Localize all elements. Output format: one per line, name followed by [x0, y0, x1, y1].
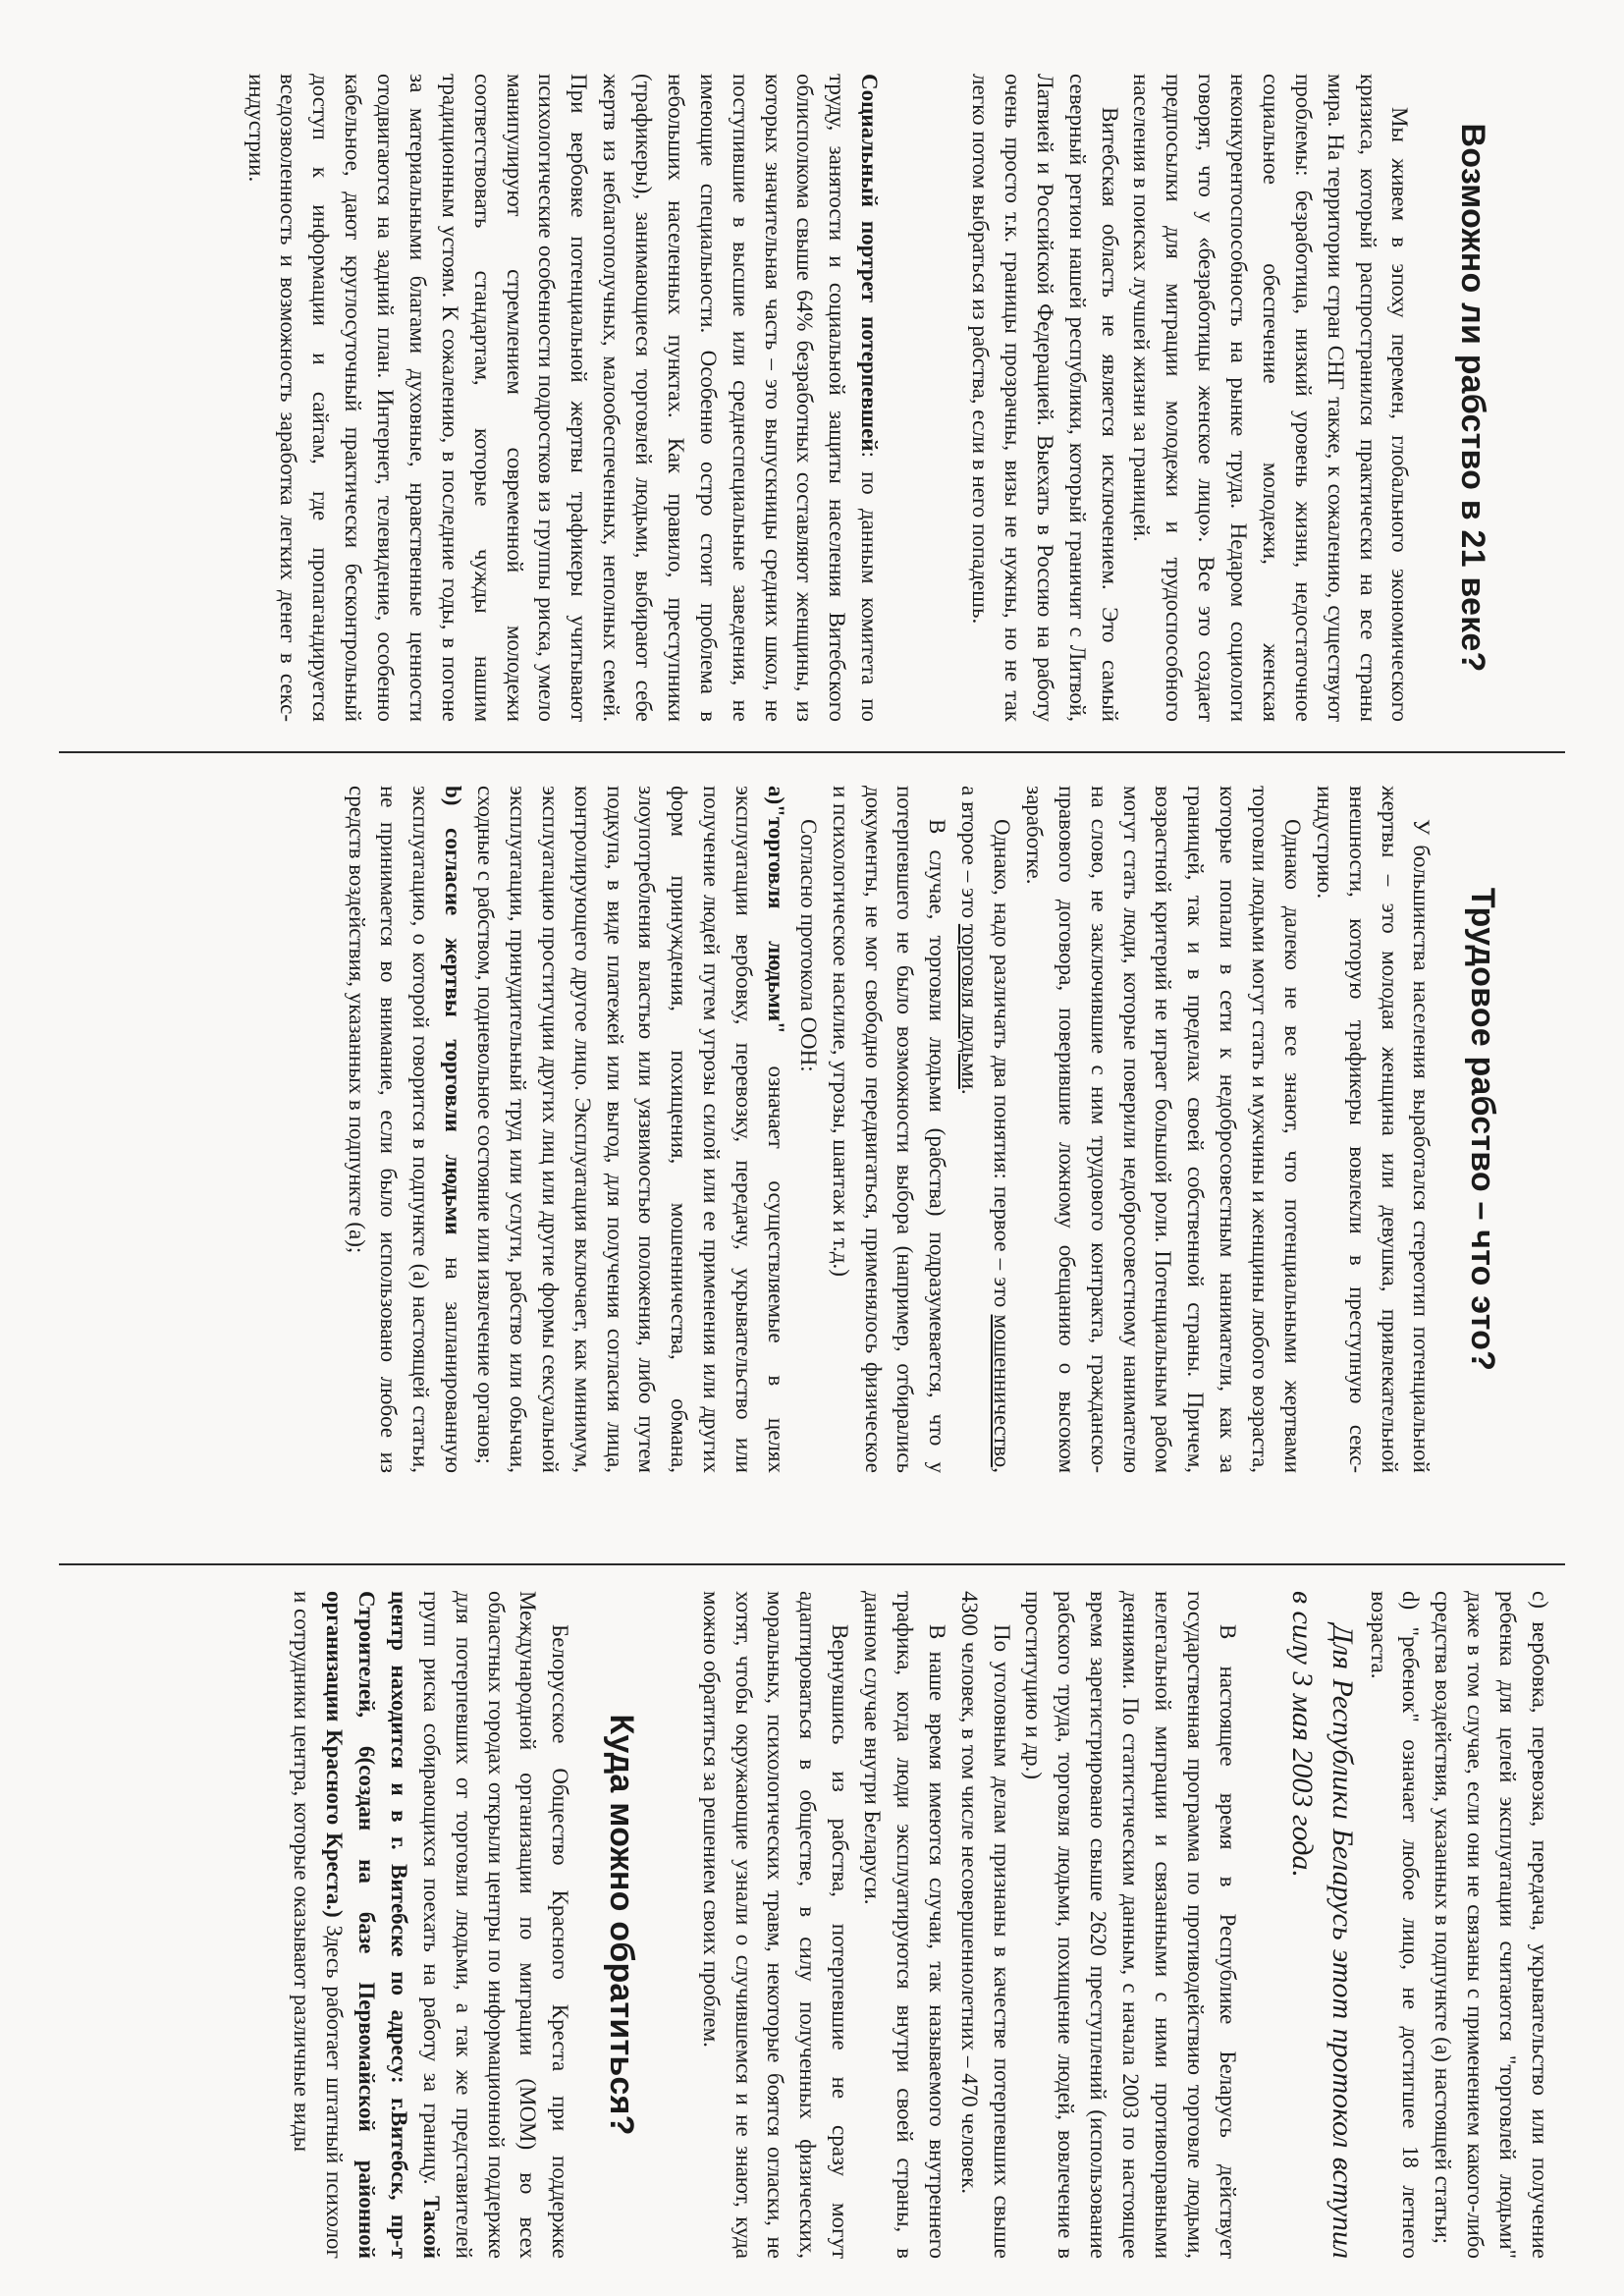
- left-paragraph-3: [240, 74, 886, 722]
- middle-paragraph-5: Согласно протокола ООН:: [795, 819, 821, 1072]
- definition-a: а)"торговля людьми" означает осуществляемые в целях эксплуатации вербовку, перевозку, передачу, укрывательство или получение людей путем угрозы силой или ее применения или других форм принуждения, похищения, мошенничества, обмана, злоупотребления властью или уязвимостью положения, либо путем подкупа, в виде платежей или выгод, для получения согласия лица, контролирующего другое лицо. Эксплуатация включает, как минимум, эксплуатацию проституции других лиц или другие формы сексуальной эксплуатации, принудительный труд или услуги, рабство или обычаи, сходные с рабством, подневольное состояние или извлечение органов;: [473, 786, 788, 1473]
- middle-paragraph-3: Однако, надо различать два понятия: первое – это мошенничество, а второе – это торговля людьми.: [957, 786, 1015, 1473]
- definition-c: c) вербовка, перевозка, передача, укрывательство или получение ребенка для целей эксплуатации считаются "торговлей людьми" даже в том случае, если они не связаны с применением какого-либо средства воздействия, указанных в подпункте (а) настоящей статьи;: [1431, 1591, 1552, 2259]
- column-divider-1: [59, 751, 1565, 753]
- definition-b: b) согласие жертвы торговли людьми на запланированную эксплуатацию, о которой говорится в подпункте (а) настоящей статьи, не принимается во внимание, если было использовано любое из средств воздействия, указанных в подпункте (а);: [344, 786, 466, 1473]
- right-paragraph-2: По уголовным делам признаны в качестве потерпевших свыше 4300 человек, в том числе несовершеннолетних – 470 человек.: [956, 1591, 1014, 2259]
- social-portrait-text: : по данным комитета по труду, занятости и социальной защиты населения Витебского облисполкома свыше 64% безработных составляют женщины, из которых значительная часть – это выпускницы средних школ, не поступившие в высшие или среднеспециальные заведения, не имеющие специальности. Особенно остро стоит проблема в небольших населенных пунктах. Как правило, преступники (трафикеры), занимающиеся торговлей людьми, выбирают себе жертв из неблагополучных, малообеспеченных, неполных семей. При вербовке потенциальной жертвы трафикеры учитывают психологические особенности подростков из группы риска, умело манипулируют стремлением современной молодежи соответствовать стандартам, которые чужды нашим традиционным устоям. К сожалению, в последние годы, в погоне за материальными благами духовные, нравственные ценности отодвигаются на задний план. Интернет, телевидение, особенно кабельное, дают круглосуточный практически бесконтрольный доступ к информации и сайтам, где пропагандируется вседозволенность и возможность заработка легких денег в секс-индустрии.: [244, 74, 883, 722]
- trafficking-term: торговля людьми: [957, 923, 983, 1089]
- right-column-heading: Куда можно обратиться?: [602, 1714, 640, 2136]
- right-paragraph-3: В наше время имеются случаи, так называемого внутреннего трафика, когда люди эксплуатируются внутри своей страны, в данном случае внутри Беларуси.: [860, 1591, 949, 2259]
- social-portrait-label: Социальный портрет потерпевшей: [857, 74, 883, 452]
- middle-paragraph-2: Однако далеко не все знают, что потенциальными жертвами торговли людьми могут стать и мужчины и женщины любого возраста, которые попали в сети к недобросовестным наниматели, как за границей, так и в пределах своей собственной страны. Причем, возрастной критерий не играет большой роли. Потенциальным рабом могут стать люди, которые поверили недобросовестному нанимателю на слово, не заключившие с ним трудового контракта, гражданско-правового договора, поверившие ложному обещанию о высоком заработке.: [1021, 786, 1305, 1473]
- column-divider-2: [59, 1563, 1565, 1565]
- left-column-heading: Возможно ли рабство в 21 веке?: [1454, 123, 1491, 673]
- fraud-term: мошенничество: [990, 1314, 1015, 1468]
- middle-column-heading: Трудовое рабство – что это?: [1464, 887, 1501, 1372]
- protocol-effective-note: Для Республики Беларусь этот протокол вступил в силу 3 мая 2003 года.: [1286, 1591, 1359, 2259]
- middle-paragraph-4: В случае, торговли людьми (рабства) подразумевается, что у потерпевшего не было возможности выбора (например, отбирались документы, не мог свободно передвигаться, применялось физическое и психологическое насилие, угрозы, шантаж и т.д.): [828, 786, 950, 1473]
- right-paragraph-4: Вернувшись из рабства, потерпевшие не сразу могут адаптироваться в обществе, в силу полученных физических, моральных, психологических травм, некоторые боятся огласки, не хотят, чтобы окружающие узнали о случившемся и не знают, куда можно обратиться за решением своих проблем.: [698, 1591, 853, 2259]
- right-paragraph-5: Белорусское Общество Красного Креста при поддержке Международной организации по миграции (МОМ) во всех областных городах открыли центры по информационной поддержке для потерпевших от торговли людьми, а так же представителей групп риска собирающихся поехать на работу за границу. Такой центр находится и в г. Витебске по адресу: г.Витебск, пр-т Строителей, 6(создан на базе Первомайской районной организации Красного Креста.) Здесь работает штатный психолог и сотрудники центра, которые оказывают различные виды: [290, 1591, 573, 2259]
- middle-paragraph-1: У большинства населения выработался стереотип потенциальной жертвы – это молодая женщина или девушка, привлекательной внешности, которую трафикеры вовлекли в преступную секс-индустрию.: [1312, 786, 1435, 1473]
- right-paragraph-1: В настоящее время в Республике Беларусь действует государственная программа по противодействию торговле людьми, нелегальной миграции и связанными с ними противоправными деяниями. По статистическим данным, с начала 2003 по настоящее время зарегистрировано свыше 2620 преступлений (использование рабского труда, торговля людьми, похищение людей, вовлечение в проституцию и др.): [1021, 1591, 1240, 2259]
- left-column: [39, 74, 1555, 722]
- center-address: Такой центр находится и в г. Витебске по адресу: г.Витебск, пр-т Строителей, 6(создан на базе Первомайской районной организации Красного Креста.): [322, 1591, 444, 2259]
- definition-d: d) "ребенок" означает любое лицо, не достигшее 18 летнего возраста.: [1366, 1591, 1424, 2259]
- middle-column: [39, 786, 1555, 1473]
- left-paragraph-1: Мы живем в эпоху перемен, глобального экономического кризиса, который распространился практически на все страны мира. На территории стран СНГ также, к сожалению, существуют проблемы: безработица, низкий уровень жизни, недостаточное социальное обеспечение молодежи, женская неконкурентоспособность на рынке труда. Недаром социологи говорят, что у «безработицы женское лицо». Все это создает предпосылки для миграции молодежи и трудоспособного населения в поисках лучшей жизни за границей.: [1129, 74, 1413, 722]
- right-column: [39, 1591, 1555, 2259]
- left-paragraph-2: Витебская область не является исключением. Это самый северный регион нашей республики, который граничит с Литвой, Латвией и Российской Федерацией. Выехать в Россию на работу очень просто т.к. границы прозрачны, визы не нужны, но не так легко потом выбраться из рабства, если в него попадешь.: [968, 74, 1122, 722]
